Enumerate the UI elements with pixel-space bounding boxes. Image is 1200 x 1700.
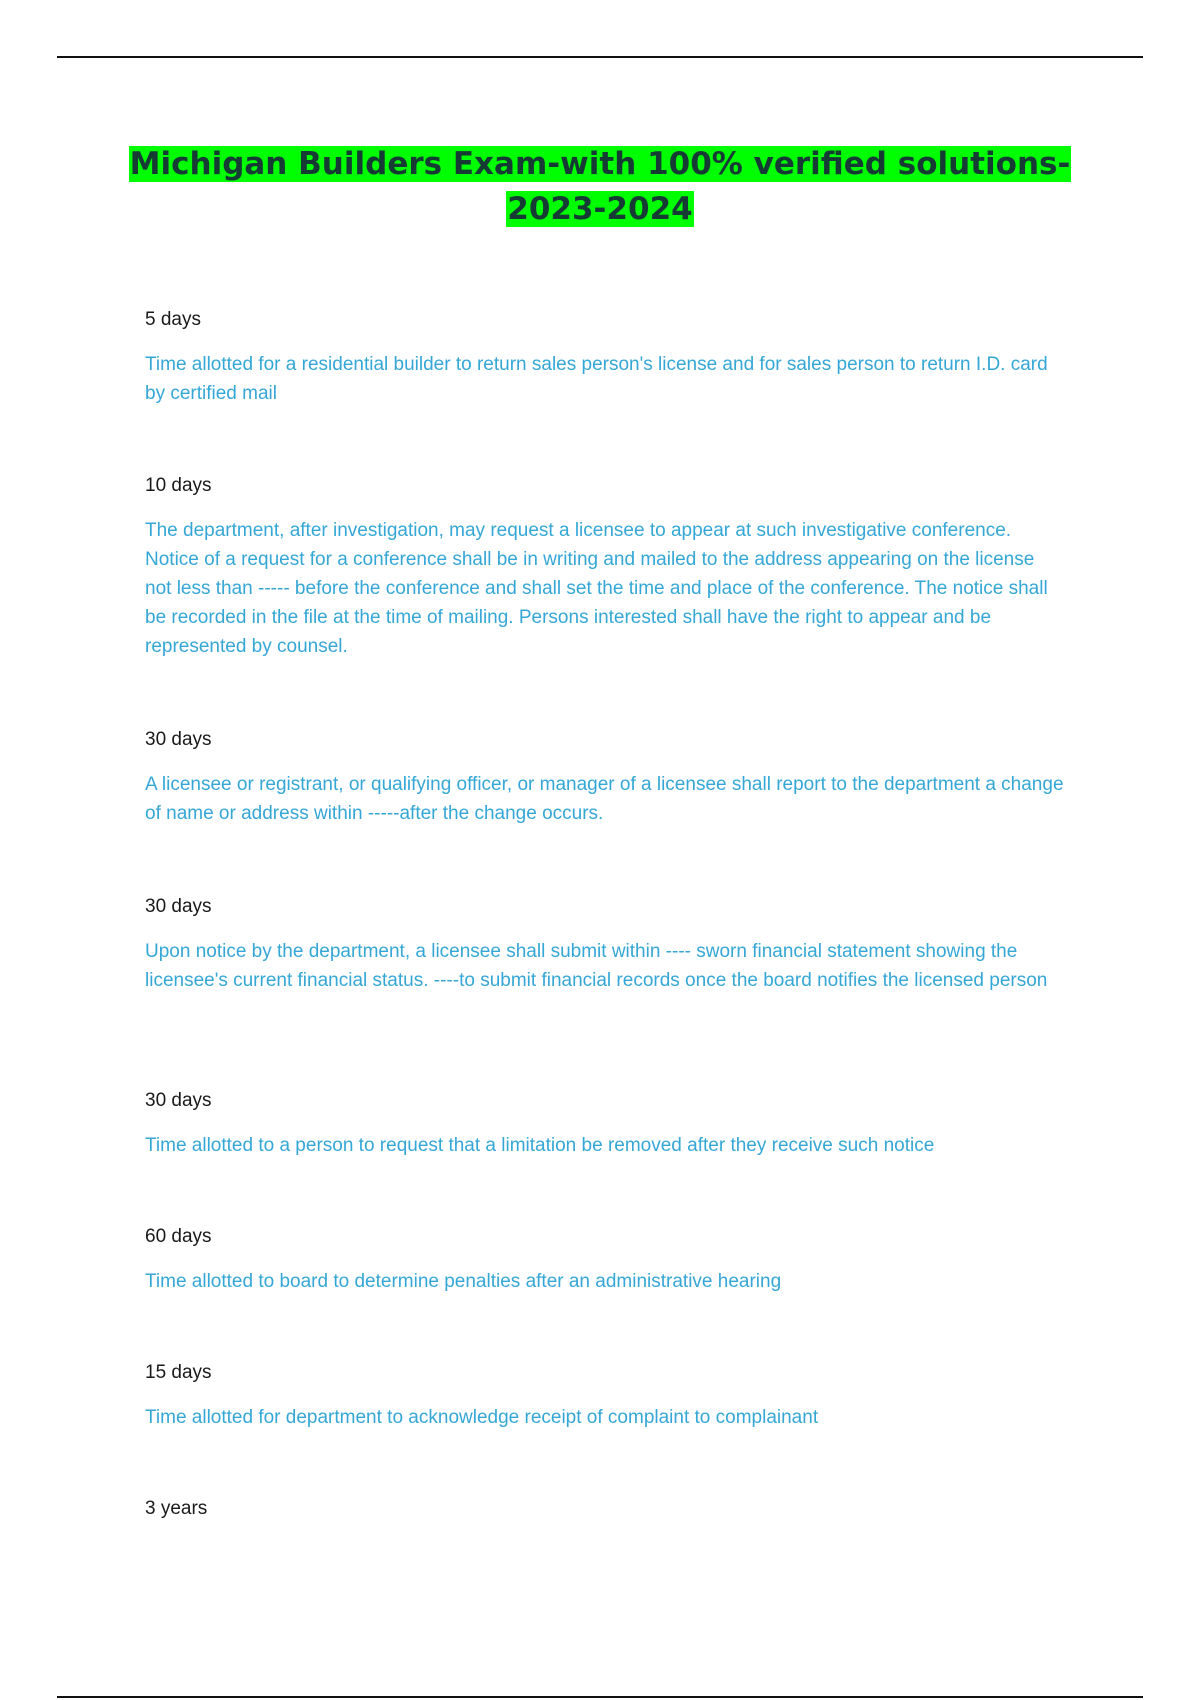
top-rule bbox=[57, 56, 1143, 58]
qa-item-3 bbox=[145, 728, 1065, 828]
qa-item-8 bbox=[145, 1497, 1065, 1521]
definition: Upon notice by the department, a licensee shall submit within ---- sworn financial statement showing the licensee's current financial status. ----to submit financial records once the board notifies the licensed person bbox=[145, 941, 1048, 991]
term: 3 years bbox=[145, 1498, 208, 1519]
definition: Time allotted for a residential builder to return sales person's license and for sales person to return I.D. card by certified mail bbox=[145, 354, 1048, 404]
term: 15 days bbox=[145, 1362, 212, 1383]
definition: The department, after investigation, may request a licensee to appear at such investigative conference. Notice of a request for a conference shall be in writing and mailed to the address appearing on the license not less than ----- before the conference and shall set the time and place of the conference. The notice shall be recorded in the file at the time of mailing. Persons interested shall have the right to appear and be represented by counsel. bbox=[145, 520, 1048, 657]
definition: A licensee or registrant, or qualifying officer, or manager of a licensee shall report to the department a change of name or address within -----after the change occurs. bbox=[145, 774, 1064, 824]
qa-item-2 bbox=[145, 474, 1065, 661]
definition: Time allotted for department to acknowledge receipt of complaint to complainant bbox=[145, 1407, 819, 1428]
bottom-rule bbox=[57, 1696, 1143, 1698]
document-title bbox=[120, 142, 1080, 232]
qa-item-7 bbox=[145, 1361, 1065, 1432]
definition: Time allotted to a person to request that a limitation be removed after they receive such notice bbox=[145, 1135, 935, 1156]
term: 30 days bbox=[145, 896, 212, 917]
title-line-2: 2023-2024 bbox=[507, 191, 693, 227]
term: 30 days bbox=[145, 729, 212, 750]
qa-item-1 bbox=[145, 308, 1065, 408]
term: 30 days bbox=[145, 1090, 212, 1111]
qa-item-5 bbox=[145, 1089, 1065, 1160]
term: 10 days bbox=[145, 475, 212, 496]
definition: Time allotted to board to determine penalties after an administrative hearing bbox=[145, 1271, 782, 1292]
qa-item-4 bbox=[145, 895, 1065, 995]
term: 5 days bbox=[145, 309, 201, 330]
term: 60 days bbox=[145, 1226, 212, 1247]
qa-item-6 bbox=[145, 1225, 1065, 1296]
title-line-1: Michigan Builders Exam-with 100% verified solutions- bbox=[129, 146, 1071, 182]
